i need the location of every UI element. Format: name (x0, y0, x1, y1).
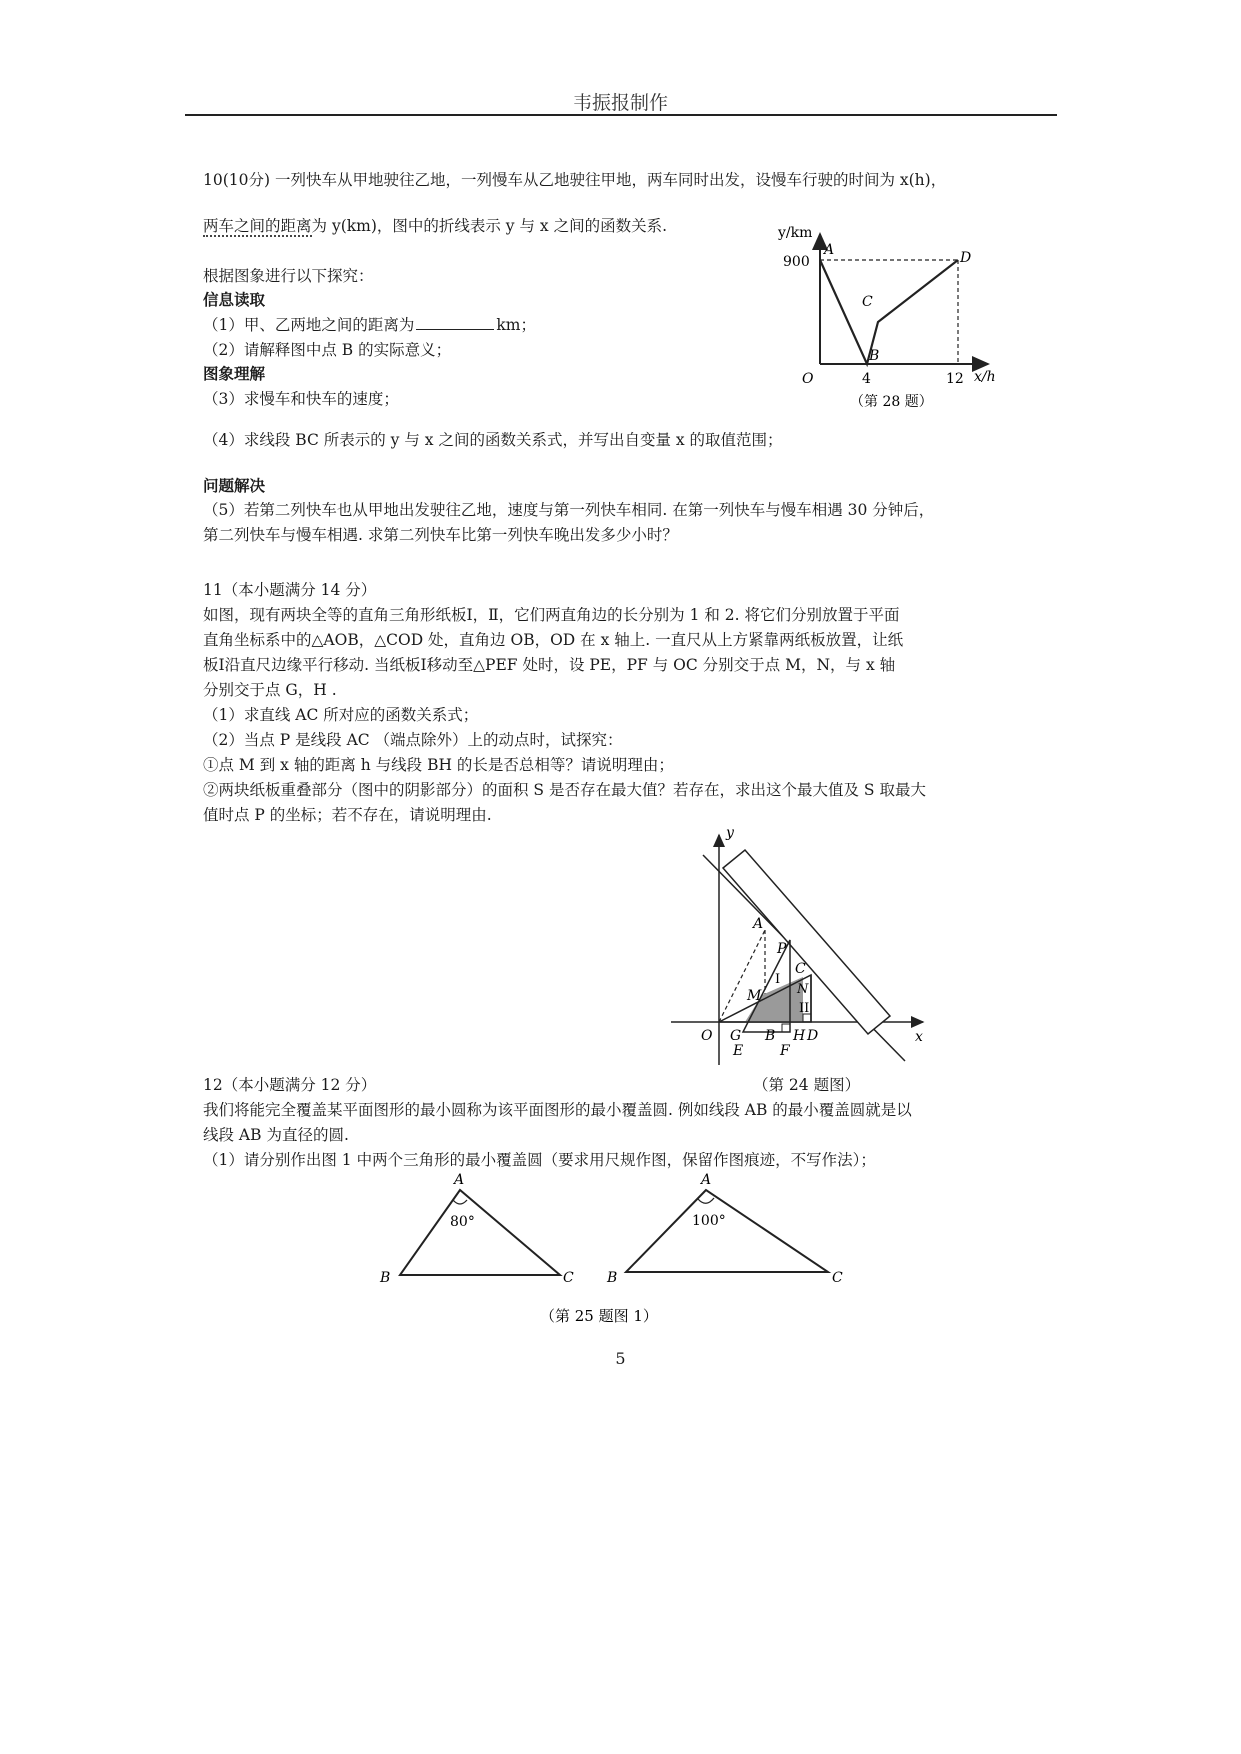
q11-title: 11（本小题满分 14 分） (203, 581, 377, 599)
q12-figure (370, 1168, 870, 1328)
q12-caption: （第 25 题图 1） (540, 1307, 658, 1325)
q11-right-angle-F (782, 1024, 790, 1032)
q11-label-E: E (733, 1043, 744, 1059)
q11-sub2: （2）当点 P 是线段 AC （端点除外）上的动点时，试探究： (203, 731, 623, 749)
q10-point-B: B (869, 348, 880, 364)
q11-label-y: y (726, 825, 734, 841)
q10-sub3: （3）求慢车和快车的速度； (203, 390, 399, 408)
page-header: 韦振报制作 (572, 92, 668, 114)
q10-polyline (820, 260, 958, 364)
q12-sub1: （1）请分别作出图 1 中两个三角形的最小覆盖圆（要求用尺规作图，保留作图痕迹，不写作法）； (203, 1151, 876, 1169)
q11-label-M: M (747, 988, 762, 1004)
q10-sub5-line1: （5）若第二列快车也从甲地出发驶往乙地，速度与第一列快车相同. 在第一列快车与慢车相遇 30 分钟后， (203, 501, 935, 519)
header-rule (185, 114, 1057, 116)
q12-t2-label-A: A (701, 1172, 712, 1188)
q11-line1: 如图，现有两块全等的直角三角形纸板Ⅰ，Ⅱ，它们两直角边的长分别为 1 和 2. 将它们分别放置于平面 (203, 606, 900, 624)
q11-caption: （第 24 题图） (753, 1076, 861, 1094)
q10-origin: O (802, 371, 814, 387)
q10-section-solve: 问题解决 (203, 476, 266, 495)
q10-intro: 根据图象进行以下探究： (203, 267, 374, 285)
q10-caption: （第 28 题） (850, 394, 933, 410)
q11-sub2b-line1: ②两块纸板重叠部分（图中的阴影部分）的面积 S 是否存在最大值？若存在，求出这个最大值及 S 取最大 (203, 781, 926, 799)
q10-xlabel: x/h (974, 369, 996, 385)
q12-t1-label-C: C (563, 1270, 574, 1286)
q10-line1: 10(10分) 一列快车从甲地驶往乙地，一列慢车从乙地驶往甲地，两车同时出发，设慢车行驶的时间为 x(h)， (203, 171, 947, 189)
q12-t1-label-B: B (380, 1270, 391, 1286)
q12-triangle-2 (626, 1190, 828, 1272)
q10-line2 (203, 214, 667, 238)
q10-line2-rest: 为 y(km)，图中的折线表示 y 与 x 之间的函数关系. (311, 217, 668, 235)
q12-triangle-1-angle-arc (453, 1200, 467, 1204)
q11-label-x: x (915, 1029, 923, 1045)
q11-line4: 分别交于点 G，H . (203, 681, 337, 699)
q11-label-G: G (730, 1028, 742, 1044)
q11-line2: 直角坐标系中的△AOB，△COD 处，直角边 OB，OD 在 x 轴上. 一直尺从上方紧靠两纸板放置，让纸 (203, 631, 904, 649)
q10-section-info: 信息读取 (203, 290, 266, 309)
q10-figure (770, 220, 1010, 415)
q12-title: 12（本小题满分 12 分） (203, 1076, 377, 1094)
q10-sub5-line2: 第二列快车与慢车相遇. 求第二列快车比第一列快车晚出发多少小时？ (203, 526, 678, 544)
q12-t2-label-C: C (832, 1270, 843, 1286)
q11-figure (665, 825, 945, 1091)
q11-label-C: C (795, 961, 806, 977)
q11-label-H: H (793, 1028, 806, 1044)
q12-t1-label-A: A (454, 1172, 465, 1188)
answer-blank (416, 315, 494, 330)
q10-section-graph: 图象理解 (203, 364, 266, 383)
q11-sub2a: ①点 M 到 x 轴的距离 h 与线段 BH 的长是否总相等？请说明理由； (203, 756, 674, 774)
q11-label-P: P (777, 941, 787, 957)
q12-line1: 我们将能完全覆盖某平面图形的最小圆称为该平面图形的最小覆盖圆. 例如线段 AB 的最小覆盖圆就是以 (203, 1101, 912, 1119)
q11-label-B: B (765, 1028, 776, 1044)
q11-sub1: （1）求直线 AC 所对应的函数关系式； (203, 706, 479, 724)
q10-emphasis: 两车之间的距离 (203, 217, 312, 235)
q10-sub4: （4）求线段 BC 所表示的 y 与 x 之间的函数关系式，并写出自变量 x 的取值范围； (203, 431, 783, 449)
q10-point-A: A (824, 242, 835, 258)
q10-tick-900: 900 (783, 254, 810, 270)
q10-point-C: C (862, 294, 873, 310)
q10-tick-12: 12 (946, 371, 964, 387)
q10-tick-4: 4 (862, 371, 871, 387)
q11-label-F: F (780, 1043, 790, 1059)
q10-sub1 (203, 313, 536, 337)
q12-triangle-1 (400, 1190, 560, 1275)
q10-point-D: D (960, 250, 972, 266)
q10-sub1-text: （1）甲、乙两地之间的距离为 (203, 316, 415, 334)
q12-t2-label-B: B (607, 1270, 618, 1286)
q11-label-O: O (701, 1028, 713, 1044)
q11-label-N: N (797, 982, 809, 997)
q10-sub1-unit: km； (496, 316, 536, 334)
q10-ylabel: y/km (778, 225, 813, 241)
q11-label-D: D (807, 1028, 819, 1044)
q11-sub2b-line2: 值时点 P 的坐标；若不存在，请说明理由. (203, 806, 492, 824)
q12-line2: 线段 AB 为直径的圆. (203, 1126, 349, 1144)
page-number: 5 (615, 1349, 626, 1368)
q11-line3: 板Ⅰ沿直尺边缘平行移动. 当纸板Ⅰ移动至△PEF 处时，设 PE，PF 与 OC 分别交于点 M，N，与 x 轴 (203, 656, 896, 674)
q10-sub2: （2）请解释图中点 B 的实际意义； (203, 341, 452, 359)
q11-label-A: A (753, 916, 764, 932)
q12-t2-angle: 100° (692, 1213, 726, 1229)
q12-t1-angle: 80° (450, 1214, 475, 1230)
q12-triangle-2-angle-arc (698, 1198, 714, 1203)
q11-label-I: I (775, 972, 781, 987)
q11-label-II: II (799, 1001, 810, 1016)
